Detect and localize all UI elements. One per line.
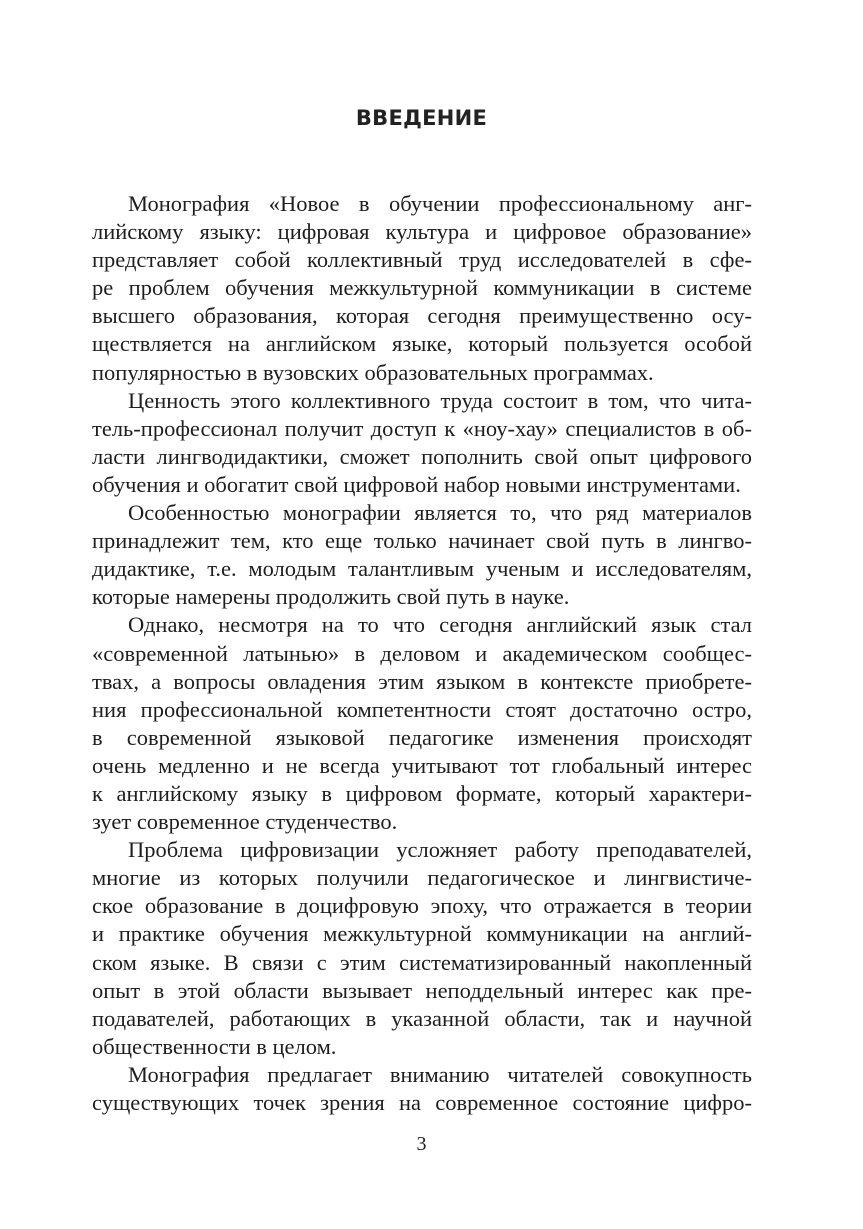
text-line: лийскому языку: цифровая культура и цифровое образование»: [92, 219, 752, 245]
text-line: дидактике, т.е. молодым талантливым ученым и исследователям,: [92, 556, 752, 582]
text-line: принадлежит тем, кто еще только начинает свой путь в лингво-: [92, 528, 752, 554]
text-line: «современной латынью» в деловом и академическом сообщес-: [92, 640, 752, 666]
text-line: которые намерены продолжить свой путь в науке.: [92, 584, 570, 610]
page-title: ВВЕДЕНИЕ: [355, 106, 488, 130]
paragraph: [92, 499, 752, 611]
text-line: и практике обучения межкультурной коммуникации на англий-: [92, 921, 752, 947]
text-line: ре проблем обучения межкультурной коммуникации в системе: [92, 275, 752, 301]
text-line: Особенностью монографии является то, что ряд материалов: [128, 500, 752, 526]
paragraph: [92, 611, 752, 836]
text-line: зует современное студенчество.: [92, 809, 398, 835]
text-line: твах, а вопросы овладения этим языком в контексте приобрете-: [92, 668, 752, 694]
text-line: ском языке. В связи с этим систематизированный накопленный: [92, 949, 752, 975]
text-line: ния профессиональной компетентности стоят достаточно остро,: [92, 696, 752, 722]
body-text: [92, 190, 752, 1117]
paragraph: [92, 836, 752, 1061]
text-line: Монография «Новое в обучении профессиональному анг-: [128, 191, 752, 216]
page-number: 3: [416, 1133, 427, 1155]
text-line: в современной языковой педагогике изменения происходят: [92, 724, 752, 750]
text-line: существующих точек зрения на современное состояние цифро-: [92, 1090, 752, 1115]
text-line: популярностью в вузовских образовательных программах.: [92, 359, 654, 385]
text-line: Однако, несмотря на то что сегодня английский язык стал: [128, 612, 752, 638]
text-line: тель-профессионал получит доступ к «ноу-хау» специалистов в об-: [92, 415, 752, 441]
paragraph: [92, 190, 752, 387]
text-line: обучения и обогатит свой цифровой набор новыми инструментами.: [92, 471, 741, 497]
text-line: опыт в этой области вызывает неподдельный интерес как пре-: [92, 977, 752, 1003]
text-line: общественности в целом.: [92, 1033, 337, 1059]
text-line: подавателей, работающих в указанной области, так и научной: [92, 1005, 752, 1031]
text-line: очень медленно и не всегда учитывают тот глобальный интерес: [92, 752, 752, 778]
text-line: Ценность этого коллективного труда состоит в том, что чита-: [128, 387, 752, 413]
text-line: к английскому языку в цифровом формате, который характери-: [92, 780, 752, 806]
text-line: Монография предлагает вниманию читателей совокупность: [128, 1061, 752, 1087]
paragraph: [92, 1061, 752, 1117]
text-line: ское образование в доцифровую эпоху, что отражается в теории: [92, 893, 752, 919]
paragraph: [92, 387, 752, 499]
text-line: ласти лингводидактики, сможет пополнить свой опыт цифрового: [92, 443, 752, 469]
text-line: ществляется на английском языке, который пользуется особой: [92, 331, 752, 357]
text-line: Проблема цифровизации усложняет работу преподавателей,: [128, 837, 752, 863]
text-line: многие из которых получили педагогическое и лингвистиче-: [92, 865, 752, 891]
text-line: высшего образования, которая сегодня преимущественно осу-: [92, 303, 752, 329]
text-line: представляет собой коллективный труд исследователей в сфе-: [92, 247, 752, 273]
